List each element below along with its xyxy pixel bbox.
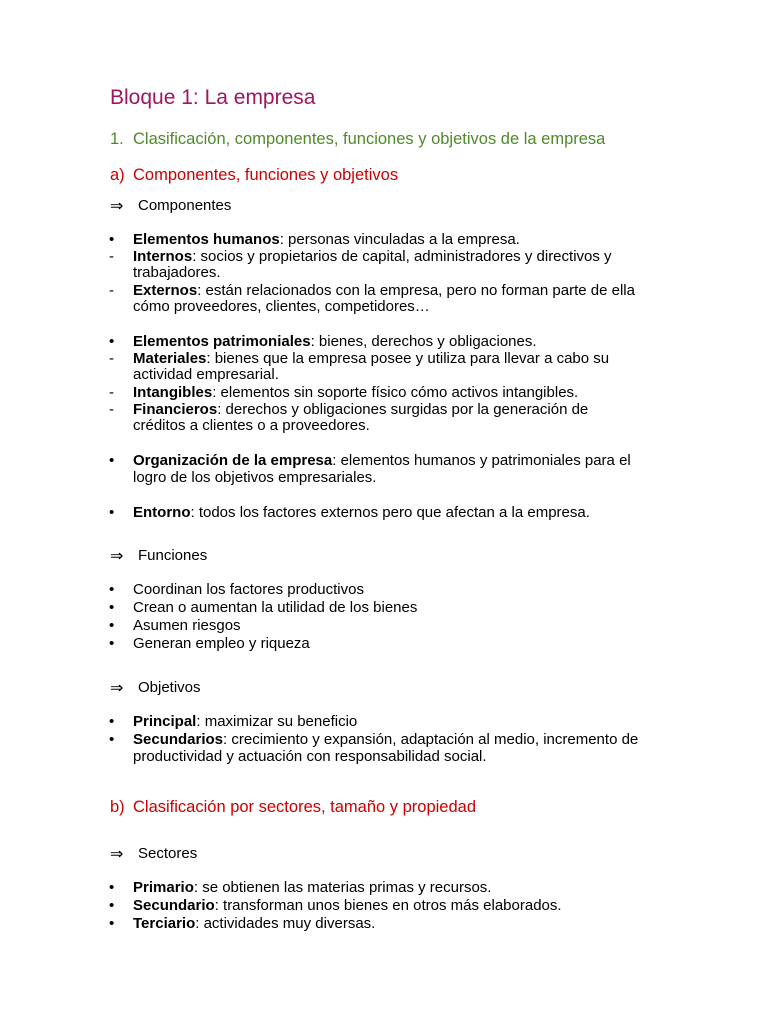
bullet-icon: • — [109, 915, 115, 932]
subsection-letter: a) — [110, 166, 125, 184]
dash-marker: - — [109, 384, 114, 401]
componentes-heading: ⇒ Componentes — [110, 197, 232, 215]
subsection-b-heading — [110, 798, 476, 817]
bullet-icon: • — [109, 333, 115, 350]
bullet-icon: • — [109, 635, 115, 652]
bullet-icon: • — [109, 731, 115, 748]
bullet-icon: • — [109, 504, 115, 521]
bullet-icon: • — [109, 897, 115, 914]
section-text: Clasificación, componentes, funciones y objetivos de la empresa — [133, 130, 606, 148]
funciones-heading: ⇒ Funciones — [110, 547, 208, 565]
arrow-right-icon: ⇒ — [110, 548, 124, 565]
page-title: Bloque 1: La empresa — [110, 86, 316, 109]
bullet-icon: • — [109, 713, 115, 730]
arrow-right-icon: ⇒ — [110, 198, 124, 215]
bullet-icon: • — [109, 231, 115, 248]
subsection-text: Clasificación por sectores, tamaño y propiedad — [133, 798, 477, 816]
section-number: 1. — [110, 130, 124, 148]
subsection-text: Componentes, funciones y objetivos — [133, 166, 399, 184]
sectores-heading: ⇒ Sectores — [110, 845, 198, 863]
dash-marker: - — [109, 350, 114, 367]
objetivos-heading: ⇒ Objetivos — [110, 679, 201, 697]
bullet-icon: • — [109, 599, 115, 616]
subsection-letter: b) — [110, 798, 125, 816]
arrow-right-icon: ⇒ — [110, 680, 124, 697]
bullet-icon: • — [109, 879, 115, 896]
section-heading — [110, 130, 605, 149]
bullet-icon: • — [109, 452, 115, 469]
dash-marker: - — [109, 401, 114, 418]
bullet-icon: • — [109, 617, 115, 634]
arrow-right-icon: ⇒ — [110, 846, 124, 863]
dash-marker: - — [109, 248, 114, 265]
dash-marker: - — [109, 282, 114, 299]
bullet-icon: • — [109, 581, 115, 598]
subsection-a-heading — [110, 166, 398, 185]
